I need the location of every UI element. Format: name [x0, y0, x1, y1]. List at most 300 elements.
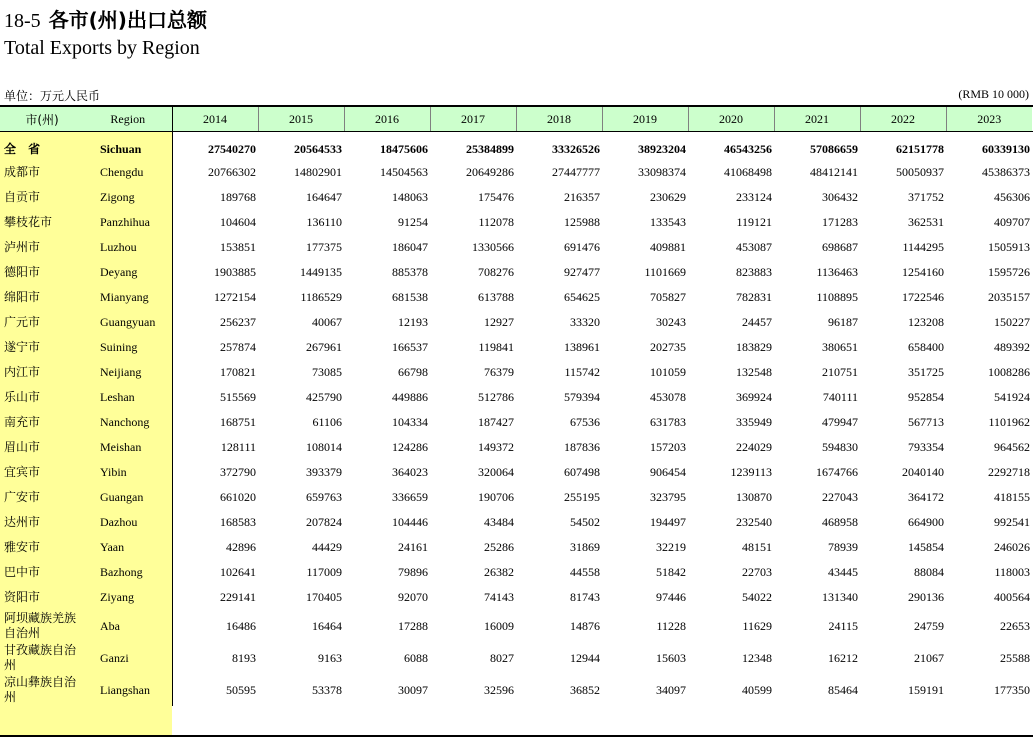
value-cell: 175476	[478, 190, 514, 204]
region-name-cn: 遂宁市	[4, 340, 41, 354]
region-name-cn: 广安市	[4, 490, 41, 504]
value-cell: 202735	[650, 340, 686, 354]
value-cell: 78939	[828, 540, 858, 554]
value-cell: 148063	[392, 190, 428, 204]
value-cell: 97446	[656, 590, 686, 604]
value-cell: 22653	[1000, 618, 1030, 633]
value-cell: 48151	[742, 540, 772, 554]
value-cell: 26382	[484, 565, 514, 579]
value-cell: 25588	[1000, 650, 1030, 665]
value-cell: 306432	[822, 190, 858, 204]
region-name-en: Luzhou	[100, 240, 137, 254]
value-cell: 335949	[736, 415, 772, 429]
table-row	[0, 160, 1032, 185]
value-cell: 1144295	[902, 240, 944, 254]
value-cell: 631783	[650, 415, 686, 429]
value-cell: 489392	[994, 340, 1030, 354]
value-cell: 456306	[994, 190, 1030, 204]
value-cell: 25286	[484, 540, 514, 554]
value-cell: 149372	[478, 440, 514, 454]
value-cell: 1903885	[172, 260, 258, 285]
value-cell: 53378	[312, 682, 342, 697]
header-region	[84, 107, 172, 131]
region-name-cn: 自贡市	[4, 190, 41, 204]
value-cell: 290136	[908, 590, 944, 604]
value-cell: 698687	[822, 240, 858, 254]
value-cell: 189768	[172, 185, 258, 210]
header-city-cn: 市(州)	[0, 107, 84, 131]
value-cell: 44558	[570, 565, 600, 579]
value-cell: 12348	[742, 650, 772, 665]
table-row	[0, 560, 1032, 585]
value-cell: 1108895	[816, 290, 858, 304]
value-cell: 67536	[570, 415, 600, 429]
region-name-cn: 眉山市	[4, 440, 41, 454]
value-cell: 117009	[306, 565, 342, 579]
value-cell: 8027	[490, 650, 514, 665]
value-cell: 25384899	[466, 142, 514, 156]
value-cell: 233124	[736, 190, 772, 204]
region-name-cn: 德阳市	[4, 265, 41, 279]
value-cell: 171283	[822, 215, 858, 229]
value-cell: 2040140	[902, 465, 944, 479]
value-cell: 952854	[908, 390, 944, 404]
region-name-en: Guangyuan	[100, 315, 156, 329]
value-cell: 658400	[908, 340, 944, 354]
region-name-en: Ganzi	[100, 650, 129, 665]
value-cell: 230629	[650, 190, 686, 204]
value-cell: 964562	[994, 440, 1030, 454]
value-cell: 16464	[312, 618, 342, 633]
value-cell: 567713	[908, 415, 944, 429]
value-cell: 50595	[172, 674, 258, 706]
value-cell: 541924	[994, 390, 1030, 404]
value-cell: 255195	[564, 490, 600, 504]
value-cell: 24115	[828, 618, 858, 633]
region-name-en: Suining	[100, 340, 138, 354]
value-cell: 267961	[306, 340, 342, 354]
value-cell: 2035157	[988, 290, 1030, 304]
value-cell: 138961	[564, 340, 600, 354]
value-cell: 62151778	[896, 142, 944, 156]
value-cell: 229141	[172, 585, 258, 610]
value-cell: 34097	[656, 682, 686, 697]
value-cell: 44429	[312, 540, 342, 554]
table-body	[0, 131, 1032, 706]
value-cell: 1101962	[988, 415, 1030, 429]
value-cell: 323795	[650, 490, 686, 504]
header-row	[0, 107, 1032, 131]
region-name-cn: 阿坝藏族羌族自治州	[4, 611, 77, 640]
value-cell: 12927	[484, 315, 514, 329]
exports-table	[0, 107, 1032, 706]
value-cell: 18475606	[380, 142, 428, 156]
value-cell: 320064	[478, 465, 514, 479]
region-name-en: Guangan	[100, 490, 144, 504]
value-cell: 449886	[392, 390, 428, 404]
region-name-en: Yaan	[100, 540, 125, 554]
value-cell: 14876	[570, 618, 600, 633]
table-number: 18-5	[4, 10, 41, 32]
value-cell: 20564533	[294, 142, 342, 156]
value-cell: 190706	[478, 490, 514, 504]
region-name-en: Bazhong	[100, 565, 143, 579]
header-bottom-rule	[0, 131, 1033, 132]
table-row	[0, 435, 1032, 460]
value-cell: 512786	[478, 390, 514, 404]
value-cell: 364023	[392, 465, 428, 479]
value-cell: 468958	[822, 515, 858, 529]
value-cell: 54502	[570, 515, 600, 529]
value-cell: 73085	[312, 365, 342, 379]
value-cell: 362531	[908, 215, 944, 229]
region-name-cn: 内江市	[4, 365, 41, 379]
value-cell: 24457	[742, 315, 772, 329]
value-cell: 38923204	[638, 142, 686, 156]
value-cell: 91254	[398, 215, 428, 229]
value-cell: 15603	[656, 650, 686, 665]
table-row	[0, 210, 1032, 235]
value-cell: 705827	[650, 290, 686, 304]
value-cell: 1674766	[816, 465, 858, 479]
value-cell: 607498	[564, 465, 600, 479]
value-cell: 782831	[736, 290, 772, 304]
region-name-cn: 达州市	[4, 515, 41, 529]
region-name-cn: 雅安市	[4, 540, 41, 554]
header-year: 2017	[430, 107, 516, 131]
region-name-en: Ziyang	[100, 590, 134, 604]
value-cell: 132548	[736, 365, 772, 379]
table-row	[0, 410, 1032, 435]
value-cell: 101059	[650, 365, 686, 379]
value-cell: 168583	[172, 510, 258, 535]
value-cell: 11629	[742, 618, 772, 633]
value-cell: 246026	[994, 540, 1030, 554]
value-cell: 51842	[656, 565, 686, 579]
value-cell: 1136463	[816, 265, 858, 279]
value-cell: 1239113	[730, 465, 772, 479]
header-year: 2021	[774, 107, 860, 131]
region-name-cn: 宜宾市	[4, 465, 41, 479]
value-cell: 50050937	[896, 165, 944, 179]
value-cell: 906454	[650, 465, 686, 479]
table-row	[0, 535, 1032, 560]
value-cell: 31869	[570, 540, 600, 554]
region-name-en: Neijiang	[100, 365, 142, 379]
value-cell: 32596	[484, 682, 514, 697]
region-name-en: Zigong	[100, 190, 135, 204]
value-cell: 88084	[914, 565, 944, 579]
value-cell: 885378	[392, 265, 428, 279]
value-cell: 1254160	[902, 265, 944, 279]
value-cell: 11228	[656, 618, 686, 633]
region-name-cn: 乐山市	[4, 390, 41, 404]
value-cell: 453078	[650, 390, 686, 404]
value-cell: 661020	[172, 485, 258, 510]
value-cell: 187836	[564, 440, 600, 454]
page-title-cn	[4, 4, 207, 33]
title-cn-text: 各市(州)出口总额	[48, 8, 207, 32]
table-row	[0, 674, 1032, 706]
value-cell: 579394	[564, 390, 600, 404]
value-cell: 168751	[172, 410, 258, 435]
table-row	[0, 385, 1032, 410]
header-year: 2014	[172, 107, 258, 131]
value-cell: 27540270	[172, 131, 258, 160]
value-cell: 42896	[172, 535, 258, 560]
value-cell: 12944	[570, 650, 600, 665]
region-name-cn: 广元市	[4, 315, 41, 329]
region-name-cn: 成都市	[4, 165, 41, 179]
value-cell: 170821	[172, 360, 258, 385]
header-region-label: Region	[110, 111, 146, 126]
table-row	[0, 510, 1032, 535]
value-cell: 46543256	[724, 142, 772, 156]
value-cell: 133543	[650, 215, 686, 229]
value-cell: 170405	[306, 590, 342, 604]
value-cell: 187427	[478, 415, 514, 429]
value-cell: 27447777	[552, 165, 600, 179]
region-name-cn: 凉山彝族自治州	[4, 675, 77, 704]
value-cell: 1186529	[300, 290, 342, 304]
value-cell: 123208	[908, 315, 944, 329]
value-cell: 60339130	[982, 142, 1030, 156]
value-cell: 157203	[650, 440, 686, 454]
value-cell: 131340	[822, 590, 858, 604]
value-cell: 992541	[994, 515, 1030, 529]
value-cell: 74143	[484, 590, 514, 604]
table-row	[0, 610, 1032, 642]
value-cell: 22703	[742, 565, 772, 579]
value-cell: 40067	[312, 315, 342, 329]
value-cell: 409707	[994, 215, 1030, 229]
value-cell: 232540	[736, 515, 772, 529]
value-cell: 150227	[994, 315, 1030, 329]
table-row	[0, 260, 1032, 285]
table-bottom-rule	[0, 735, 1033, 737]
value-cell: 153851	[172, 235, 258, 260]
value-cell: 664900	[908, 515, 944, 529]
region-name-en: Sichuan	[100, 142, 142, 156]
region-name-en: Leshan	[100, 390, 135, 404]
value-cell: 681538	[392, 290, 428, 304]
region-name-cn: 巴中市	[4, 565, 41, 579]
value-cell: 177350	[994, 682, 1030, 697]
value-cell: 224029	[736, 440, 772, 454]
value-cell: 48412141	[810, 165, 858, 179]
value-cell: 20649286	[466, 165, 514, 179]
value-cell: 40599	[742, 682, 772, 697]
value-cell: 409881	[650, 240, 686, 254]
region-name-cn: 攀枝花市	[4, 215, 53, 229]
table-row	[0, 485, 1032, 510]
value-cell: 708276	[478, 265, 514, 279]
value-cell: 118003	[994, 565, 1030, 579]
region-name-cn: 泸州市	[4, 240, 41, 254]
value-cell: 177375	[306, 240, 342, 254]
value-cell: 515569	[172, 385, 258, 410]
value-cell: 43484	[484, 515, 514, 529]
value-cell: 393379	[306, 465, 342, 479]
value-cell: 1101669	[644, 265, 686, 279]
header-year: 2019	[602, 107, 688, 131]
value-cell: 128111	[172, 435, 258, 460]
region-name-en: Liangshan	[100, 682, 150, 697]
header-year: 2020	[688, 107, 774, 131]
value-cell: 33320	[570, 315, 600, 329]
value-cell: 2292718	[988, 465, 1030, 479]
value-cell: 1272154	[172, 285, 258, 310]
value-cell: 740111	[822, 390, 858, 404]
value-cell: 21067	[914, 650, 944, 665]
value-cell: 1595726	[988, 265, 1030, 279]
value-cell: 33098374	[638, 165, 686, 179]
value-cell: 17288	[398, 618, 428, 633]
value-cell: 115742	[564, 365, 600, 379]
region-name-cn: 甘孜藏族自治州	[4, 643, 77, 672]
value-cell: 43445	[828, 565, 858, 579]
value-cell: 130870	[736, 490, 772, 504]
value-cell: 14504563	[380, 165, 428, 179]
region-name-en: Nanchong	[100, 415, 150, 429]
table-top-rule	[0, 105, 1033, 107]
value-cell: 159191	[908, 682, 944, 697]
value-cell: 41068498	[724, 165, 772, 179]
table-row	[0, 235, 1032, 260]
value-cell: 102641	[172, 560, 258, 585]
value-cell: 8193	[172, 642, 258, 674]
value-cell: 613788	[478, 290, 514, 304]
region-name-en: Aba	[100, 618, 120, 633]
value-cell: 207824	[306, 515, 342, 529]
value-cell: 380651	[822, 340, 858, 354]
value-cell: 654625	[564, 290, 600, 304]
value-cell: 45386373	[982, 165, 1030, 179]
region-name-en: Mianyang	[100, 290, 149, 304]
value-cell: 659763	[306, 490, 342, 504]
value-cell: 479947	[822, 415, 858, 429]
table-row-total	[0, 131, 1032, 160]
table-row	[0, 285, 1032, 310]
value-cell: 81743	[570, 590, 600, 604]
value-cell: 66798	[398, 365, 428, 379]
value-cell: 79896	[398, 565, 428, 579]
value-cell: 16212	[828, 650, 858, 665]
table-row	[0, 185, 1032, 210]
value-cell: 33326526	[552, 142, 600, 156]
value-cell: 104446	[392, 515, 428, 529]
value-cell: 1505913	[988, 240, 1030, 254]
value-cell: 793354	[908, 440, 944, 454]
value-cell: 76379	[484, 365, 514, 379]
table-row	[0, 310, 1032, 335]
value-cell: 227043	[822, 490, 858, 504]
value-cell: 145854	[908, 540, 944, 554]
value-cell: 16009	[484, 618, 514, 633]
value-cell: 425790	[306, 390, 342, 404]
value-cell: 351725	[908, 365, 944, 379]
value-cell: 112078	[478, 215, 514, 229]
value-cell: 336659	[392, 490, 428, 504]
value-cell: 24759	[914, 618, 944, 633]
region-name-en: Panzhihua	[100, 215, 150, 229]
value-cell: 30097	[398, 682, 428, 697]
table-row	[0, 360, 1032, 385]
value-cell: 1008286	[988, 365, 1030, 379]
value-cell: 371752	[908, 190, 944, 204]
value-cell: 1330566	[472, 240, 514, 254]
value-cell: 1449135	[300, 265, 342, 279]
value-cell: 61106	[312, 415, 342, 429]
value-cell: 57086659	[810, 142, 858, 156]
unit-label-cn: 单位：万元人民币	[4, 89, 101, 103]
value-cell: 364172	[908, 490, 944, 504]
header-year: 2023	[946, 107, 1032, 131]
value-cell: 372790	[172, 460, 258, 485]
region-name-en: Meishan	[100, 440, 142, 454]
value-cell: 256237	[172, 310, 258, 335]
value-cell: 30243	[656, 315, 686, 329]
value-cell: 6088	[404, 650, 428, 665]
value-cell: 119841	[478, 340, 514, 354]
value-cell: 369924	[736, 390, 772, 404]
value-cell: 453087	[736, 240, 772, 254]
region-name-cn: 全 省	[4, 142, 45, 156]
value-cell: 257874	[172, 335, 258, 360]
value-cell: 164647	[306, 190, 342, 204]
table-row	[0, 460, 1032, 485]
value-cell: 108014	[306, 440, 342, 454]
table-row	[0, 585, 1032, 610]
value-cell: 823883	[736, 265, 772, 279]
value-cell: 54022	[742, 590, 772, 604]
page-title-en: Total Exports by Region	[4, 37, 200, 59]
value-cell: 691476	[564, 240, 600, 254]
value-cell: 418155	[994, 490, 1030, 504]
value-cell: 136110	[306, 215, 342, 229]
region-name-cn: 资阳市	[4, 590, 41, 604]
region-name-en: Deyang	[100, 265, 138, 279]
value-cell: 594830	[822, 440, 858, 454]
value-cell: 32219	[656, 540, 686, 554]
value-cell: 210751	[822, 365, 858, 379]
header-year: 2015	[258, 107, 344, 131]
value-cell: 24161	[398, 540, 428, 554]
header-year: 2018	[516, 107, 602, 131]
value-cell: 194497	[650, 515, 686, 529]
value-cell: 125988	[564, 215, 600, 229]
value-cell: 9163	[318, 650, 342, 665]
value-cell: 104334	[392, 415, 428, 429]
value-cell: 20766302	[172, 160, 258, 185]
value-cell: 166537	[392, 340, 428, 354]
value-cell: 119121	[736, 215, 772, 229]
region-name-en: Dazhou	[100, 515, 138, 529]
value-cell: 1722546	[902, 290, 944, 304]
table-row	[0, 642, 1032, 674]
unit-label-en: (RMB 10 000)	[958, 87, 1029, 101]
value-cell: 14802901	[294, 165, 342, 179]
region-name-cn: 南充市	[4, 415, 41, 429]
value-cell: 16486	[172, 610, 258, 642]
value-cell: 12193	[398, 315, 428, 329]
header-year: 2016	[344, 107, 430, 131]
value-cell: 186047	[392, 240, 428, 254]
value-cell: 96187	[828, 315, 858, 329]
header-year: 2022	[860, 107, 946, 131]
value-cell: 104604	[172, 210, 258, 235]
region-name-en: Yibin	[100, 465, 127, 479]
